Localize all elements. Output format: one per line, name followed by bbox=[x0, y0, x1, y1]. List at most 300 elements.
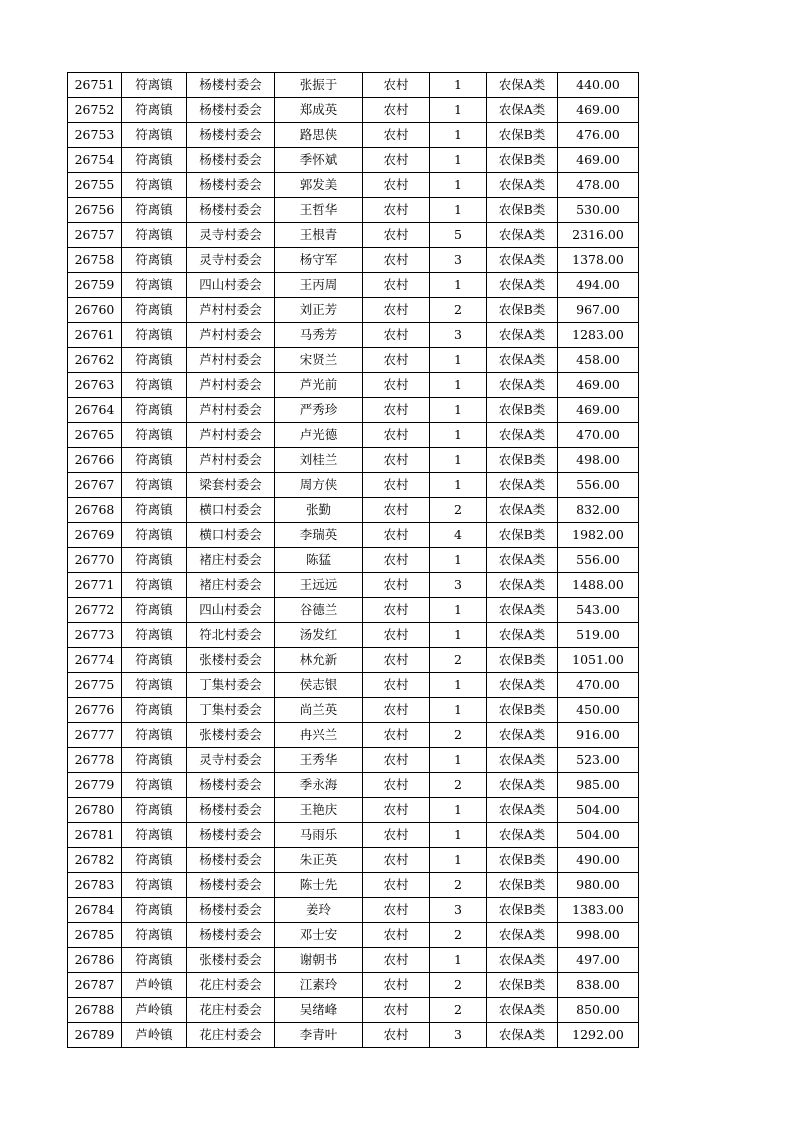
village-committee-cell: 杨楼村委会 bbox=[187, 773, 275, 798]
insurance-category-cell: 农保B类 bbox=[487, 123, 558, 148]
person-name-cell: 马雨乐 bbox=[275, 823, 363, 848]
town-cell: 符离镇 bbox=[122, 323, 187, 348]
amount-cell: 2316.00 bbox=[558, 223, 639, 248]
amount-cell: 497.00 bbox=[558, 948, 639, 973]
table-row bbox=[68, 523, 639, 548]
amount-cell: 543.00 bbox=[558, 598, 639, 623]
person-name-cell: 张振于 bbox=[275, 73, 363, 98]
table-row bbox=[68, 1023, 639, 1048]
person-name-cell: 卢光德 bbox=[275, 423, 363, 448]
town-cell: 芦岭镇 bbox=[122, 998, 187, 1023]
insurance-category-cell: 农保B类 bbox=[487, 148, 558, 173]
town-cell: 符离镇 bbox=[122, 198, 187, 223]
town-cell: 符离镇 bbox=[122, 473, 187, 498]
table-row bbox=[68, 423, 639, 448]
area-type-cell: 农村 bbox=[363, 973, 430, 998]
record-number-cell: 26780 bbox=[68, 798, 122, 823]
household-count-cell: 4 bbox=[430, 523, 487, 548]
area-type-cell: 农村 bbox=[363, 1023, 430, 1048]
person-name-cell: 冉兴兰 bbox=[275, 723, 363, 748]
area-type-cell: 农村 bbox=[363, 573, 430, 598]
amount-cell: 980.00 bbox=[558, 873, 639, 898]
household-count-cell: 1 bbox=[430, 848, 487, 873]
record-number-cell: 26755 bbox=[68, 173, 122, 198]
table-row bbox=[68, 373, 639, 398]
insurance-category-cell: 农保A类 bbox=[487, 348, 558, 373]
record-number-cell: 26783 bbox=[68, 873, 122, 898]
amount-cell: 469.00 bbox=[558, 98, 639, 123]
household-count-cell: 1 bbox=[430, 173, 487, 198]
town-cell: 芦岭镇 bbox=[122, 1023, 187, 1048]
record-number-cell: 26775 bbox=[68, 673, 122, 698]
area-type-cell: 农村 bbox=[363, 748, 430, 773]
person-name-cell: 王根青 bbox=[275, 223, 363, 248]
amount-cell: 469.00 bbox=[558, 398, 639, 423]
table-row bbox=[68, 73, 639, 98]
table-row bbox=[68, 298, 639, 323]
amount-cell: 470.00 bbox=[558, 423, 639, 448]
record-number-cell: 26756 bbox=[68, 198, 122, 223]
area-type-cell: 农村 bbox=[363, 923, 430, 948]
town-cell: 符离镇 bbox=[122, 748, 187, 773]
area-type-cell: 农村 bbox=[363, 448, 430, 473]
record-number-cell: 26778 bbox=[68, 748, 122, 773]
table-row bbox=[68, 948, 639, 973]
area-type-cell: 农村 bbox=[363, 373, 430, 398]
household-count-cell: 1 bbox=[430, 748, 487, 773]
household-count-cell: 2 bbox=[430, 873, 487, 898]
table-row bbox=[68, 323, 639, 348]
village-committee-cell: 张楼村委会 bbox=[187, 723, 275, 748]
village-committee-cell: 芦村村委会 bbox=[187, 373, 275, 398]
table-row bbox=[68, 98, 639, 123]
household-count-cell: 1 bbox=[430, 273, 487, 298]
insurance-category-cell: 农保A类 bbox=[487, 223, 558, 248]
village-committee-cell: 杨楼村委会 bbox=[187, 73, 275, 98]
town-cell: 符离镇 bbox=[122, 523, 187, 548]
record-number-cell: 26753 bbox=[68, 123, 122, 148]
town-cell: 符离镇 bbox=[122, 298, 187, 323]
village-committee-cell: 花庄村委会 bbox=[187, 1023, 275, 1048]
household-count-cell: 2 bbox=[430, 498, 487, 523]
insurance-category-cell: 农保A类 bbox=[487, 73, 558, 98]
person-name-cell: 林允新 bbox=[275, 648, 363, 673]
area-type-cell: 农村 bbox=[363, 848, 430, 873]
table-row bbox=[68, 973, 639, 998]
household-count-cell: 3 bbox=[430, 248, 487, 273]
village-committee-cell: 褚庄村委会 bbox=[187, 573, 275, 598]
village-committee-cell: 丁集村委会 bbox=[187, 698, 275, 723]
person-name-cell: 芦光前 bbox=[275, 373, 363, 398]
town-cell: 符离镇 bbox=[122, 548, 187, 573]
village-committee-cell: 杨楼村委会 bbox=[187, 923, 275, 948]
record-number-cell: 26776 bbox=[68, 698, 122, 723]
amount-cell: 1383.00 bbox=[558, 898, 639, 923]
table-row bbox=[68, 448, 639, 473]
table-row bbox=[68, 648, 639, 673]
town-cell: 符离镇 bbox=[122, 898, 187, 923]
area-type-cell: 农村 bbox=[363, 823, 430, 848]
area-type-cell: 农村 bbox=[363, 548, 430, 573]
town-cell: 符离镇 bbox=[122, 573, 187, 598]
table-row bbox=[68, 248, 639, 273]
insurance-category-cell: 农保A类 bbox=[487, 173, 558, 198]
person-name-cell: 邓士安 bbox=[275, 923, 363, 948]
record-number-cell: 26785 bbox=[68, 923, 122, 948]
table-row bbox=[68, 398, 639, 423]
insurance-category-cell: 农保A类 bbox=[487, 623, 558, 648]
village-committee-cell: 灵寺村委会 bbox=[187, 223, 275, 248]
record-number-cell: 26758 bbox=[68, 248, 122, 273]
amount-cell: 838.00 bbox=[558, 973, 639, 998]
insurance-category-cell: 农保B类 bbox=[487, 973, 558, 998]
town-cell: 符离镇 bbox=[122, 73, 187, 98]
village-committee-cell: 杨楼村委会 bbox=[187, 148, 275, 173]
amount-cell: 1292.00 bbox=[558, 1023, 639, 1048]
record-number-cell: 26765 bbox=[68, 423, 122, 448]
person-name-cell: 王远远 bbox=[275, 573, 363, 598]
amount-cell: 556.00 bbox=[558, 473, 639, 498]
insurance-category-cell: 农保A类 bbox=[487, 673, 558, 698]
area-type-cell: 农村 bbox=[363, 948, 430, 973]
table-row bbox=[68, 573, 639, 598]
household-count-cell: 1 bbox=[430, 698, 487, 723]
town-cell: 符离镇 bbox=[122, 273, 187, 298]
household-count-cell: 1 bbox=[430, 123, 487, 148]
insurance-category-cell: 农保A类 bbox=[487, 98, 558, 123]
record-number-cell: 26781 bbox=[68, 823, 122, 848]
insurance-category-cell: 农保B类 bbox=[487, 698, 558, 723]
insurance-category-cell: 农保A类 bbox=[487, 1023, 558, 1048]
person-name-cell: 路思侠 bbox=[275, 123, 363, 148]
household-count-cell: 1 bbox=[430, 598, 487, 623]
household-count-cell: 2 bbox=[430, 923, 487, 948]
household-count-cell: 1 bbox=[430, 673, 487, 698]
town-cell: 符离镇 bbox=[122, 948, 187, 973]
area-type-cell: 农村 bbox=[363, 698, 430, 723]
town-cell: 符离镇 bbox=[122, 623, 187, 648]
insurance-category-cell: 农保A类 bbox=[487, 923, 558, 948]
insurance-category-cell: 农保A类 bbox=[487, 598, 558, 623]
village-committee-cell: 花庄村委会 bbox=[187, 998, 275, 1023]
table-row bbox=[68, 998, 639, 1023]
town-cell: 符离镇 bbox=[122, 348, 187, 373]
insurance-category-cell: 农保A类 bbox=[487, 798, 558, 823]
household-count-cell: 1 bbox=[430, 73, 487, 98]
person-name-cell: 李青叶 bbox=[275, 1023, 363, 1048]
record-number-cell: 26773 bbox=[68, 623, 122, 648]
household-count-cell: 3 bbox=[430, 573, 487, 598]
area-type-cell: 农村 bbox=[363, 873, 430, 898]
insurance-category-cell: 农保A类 bbox=[487, 548, 558, 573]
area-type-cell: 农村 bbox=[363, 298, 430, 323]
insurance-category-cell: 农保A类 bbox=[487, 573, 558, 598]
record-number-cell: 26788 bbox=[68, 998, 122, 1023]
village-committee-cell: 横口村委会 bbox=[187, 498, 275, 523]
table-row bbox=[68, 898, 639, 923]
amount-cell: 470.00 bbox=[558, 673, 639, 698]
table-row bbox=[68, 348, 639, 373]
household-count-cell: 1 bbox=[430, 798, 487, 823]
table-row bbox=[68, 723, 639, 748]
town-cell: 符离镇 bbox=[122, 173, 187, 198]
village-committee-cell: 灵寺村委会 bbox=[187, 248, 275, 273]
area-type-cell: 农村 bbox=[363, 148, 430, 173]
village-committee-cell: 梁套村委会 bbox=[187, 473, 275, 498]
insurance-category-cell: 农保B类 bbox=[487, 398, 558, 423]
record-number-cell: 26769 bbox=[68, 523, 122, 548]
household-count-cell: 3 bbox=[430, 1023, 487, 1048]
village-committee-cell: 杨楼村委会 bbox=[187, 98, 275, 123]
amount-cell: 1488.00 bbox=[558, 573, 639, 598]
village-committee-cell: 横口村委会 bbox=[187, 523, 275, 548]
record-number-cell: 26761 bbox=[68, 323, 122, 348]
area-type-cell: 农村 bbox=[363, 123, 430, 148]
village-committee-cell: 褚庄村委会 bbox=[187, 548, 275, 573]
village-committee-cell: 芦村村委会 bbox=[187, 323, 275, 348]
household-count-cell: 1 bbox=[430, 98, 487, 123]
person-name-cell: 张勤 bbox=[275, 498, 363, 523]
table-row bbox=[68, 498, 639, 523]
insurance-category-cell: 农保B类 bbox=[487, 848, 558, 873]
area-type-cell: 农村 bbox=[363, 398, 430, 423]
record-number-cell: 26774 bbox=[68, 648, 122, 673]
village-committee-cell: 杨楼村委会 bbox=[187, 823, 275, 848]
town-cell: 符离镇 bbox=[122, 848, 187, 873]
village-committee-cell: 芦村村委会 bbox=[187, 398, 275, 423]
town-cell: 符离镇 bbox=[122, 423, 187, 448]
amount-cell: 832.00 bbox=[558, 498, 639, 523]
village-committee-cell: 芦村村委会 bbox=[187, 448, 275, 473]
amount-cell: 469.00 bbox=[558, 373, 639, 398]
area-type-cell: 农村 bbox=[363, 348, 430, 373]
table-row bbox=[68, 748, 639, 773]
record-number-cell: 26772 bbox=[68, 598, 122, 623]
area-type-cell: 农村 bbox=[363, 798, 430, 823]
village-committee-cell: 符北村委会 bbox=[187, 623, 275, 648]
record-number-cell: 26771 bbox=[68, 573, 122, 598]
town-cell: 符离镇 bbox=[122, 773, 187, 798]
table-row bbox=[68, 673, 639, 698]
amount-cell: 985.00 bbox=[558, 773, 639, 798]
area-type-cell: 农村 bbox=[363, 623, 430, 648]
person-name-cell: 马秀芳 bbox=[275, 323, 363, 348]
town-cell: 符离镇 bbox=[122, 248, 187, 273]
area-type-cell: 农村 bbox=[363, 423, 430, 448]
amount-cell: 916.00 bbox=[558, 723, 639, 748]
table-row bbox=[68, 823, 639, 848]
person-name-cell: 朱正英 bbox=[275, 848, 363, 873]
amount-cell: 504.00 bbox=[558, 823, 639, 848]
table-row bbox=[68, 873, 639, 898]
record-number-cell: 26786 bbox=[68, 948, 122, 973]
household-count-cell: 1 bbox=[430, 373, 487, 398]
amount-cell: 440.00 bbox=[558, 73, 639, 98]
insurance-category-cell: 农保B类 bbox=[487, 648, 558, 673]
town-cell: 符离镇 bbox=[122, 798, 187, 823]
person-name-cell: 谷德兰 bbox=[275, 598, 363, 623]
town-cell: 符离镇 bbox=[122, 873, 187, 898]
amount-cell: 450.00 bbox=[558, 698, 639, 723]
village-committee-cell: 四山村委会 bbox=[187, 598, 275, 623]
village-committee-cell: 张楼村委会 bbox=[187, 948, 275, 973]
amount-cell: 504.00 bbox=[558, 798, 639, 823]
table-row bbox=[68, 848, 639, 873]
village-committee-cell: 杨楼村委会 bbox=[187, 848, 275, 873]
area-type-cell: 农村 bbox=[363, 223, 430, 248]
town-cell: 符离镇 bbox=[122, 223, 187, 248]
table-row bbox=[68, 473, 639, 498]
amount-cell: 850.00 bbox=[558, 998, 639, 1023]
person-name-cell: 王丙周 bbox=[275, 273, 363, 298]
record-number-cell: 26770 bbox=[68, 548, 122, 573]
insurance-category-cell: 农保A类 bbox=[487, 473, 558, 498]
household-count-cell: 1 bbox=[430, 198, 487, 223]
amount-cell: 458.00 bbox=[558, 348, 639, 373]
amount-cell: 519.00 bbox=[558, 623, 639, 648]
area-type-cell: 农村 bbox=[363, 273, 430, 298]
area-type-cell: 农村 bbox=[363, 523, 430, 548]
area-type-cell: 农村 bbox=[363, 898, 430, 923]
insurance-category-cell: 农保B类 bbox=[487, 523, 558, 548]
person-name-cell: 宋贤兰 bbox=[275, 348, 363, 373]
insurance-category-cell: 农保A类 bbox=[487, 323, 558, 348]
insurance-category-cell: 农保B类 bbox=[487, 198, 558, 223]
insurance-category-cell: 农保B类 bbox=[487, 448, 558, 473]
table-row bbox=[68, 623, 639, 648]
person-name-cell: 谢朝书 bbox=[275, 948, 363, 973]
table-row bbox=[68, 548, 639, 573]
person-name-cell: 周方侠 bbox=[275, 473, 363, 498]
household-count-cell: 2 bbox=[430, 773, 487, 798]
household-count-cell: 1 bbox=[430, 823, 487, 848]
town-cell: 符离镇 bbox=[122, 648, 187, 673]
amount-cell: 530.00 bbox=[558, 198, 639, 223]
insurance-category-cell: 农保A类 bbox=[487, 248, 558, 273]
area-type-cell: 农村 bbox=[363, 998, 430, 1023]
town-cell: 符离镇 bbox=[122, 698, 187, 723]
person-name-cell: 汤发红 bbox=[275, 623, 363, 648]
record-number-cell: 26789 bbox=[68, 1023, 122, 1048]
household-count-cell: 5 bbox=[430, 223, 487, 248]
household-count-cell: 1 bbox=[430, 548, 487, 573]
insurance-category-cell: 农保A类 bbox=[487, 373, 558, 398]
person-name-cell: 郭发美 bbox=[275, 173, 363, 198]
village-committee-cell: 丁集村委会 bbox=[187, 673, 275, 698]
insurance-category-cell: 农保A类 bbox=[487, 998, 558, 1023]
amount-cell: 1283.00 bbox=[558, 323, 639, 348]
village-committee-cell: 芦村村委会 bbox=[187, 298, 275, 323]
person-name-cell: 王艳庆 bbox=[275, 798, 363, 823]
area-type-cell: 农村 bbox=[363, 773, 430, 798]
town-cell: 符离镇 bbox=[122, 448, 187, 473]
table-row bbox=[68, 598, 639, 623]
person-name-cell: 李瑞英 bbox=[275, 523, 363, 548]
record-number-cell: 26752 bbox=[68, 98, 122, 123]
town-cell: 符离镇 bbox=[122, 123, 187, 148]
village-committee-cell: 花庄村委会 bbox=[187, 973, 275, 998]
area-type-cell: 农村 bbox=[363, 673, 430, 698]
person-name-cell: 姜玲 bbox=[275, 898, 363, 923]
insurance-category-cell: 农保A类 bbox=[487, 748, 558, 773]
person-name-cell: 杨守军 bbox=[275, 248, 363, 273]
record-number-cell: 26768 bbox=[68, 498, 122, 523]
town-cell: 符离镇 bbox=[122, 98, 187, 123]
village-committee-cell: 芦村村委会 bbox=[187, 423, 275, 448]
area-type-cell: 农村 bbox=[363, 723, 430, 748]
amount-cell: 494.00 bbox=[558, 273, 639, 298]
insurance-category-cell: 农保B类 bbox=[487, 898, 558, 923]
village-committee-cell: 杨楼村委会 bbox=[187, 898, 275, 923]
person-name-cell: 江素玲 bbox=[275, 973, 363, 998]
town-cell: 符离镇 bbox=[122, 398, 187, 423]
village-committee-cell: 杨楼村委会 bbox=[187, 798, 275, 823]
household-count-cell: 3 bbox=[430, 323, 487, 348]
village-committee-cell: 杨楼村委会 bbox=[187, 123, 275, 148]
household-count-cell: 1 bbox=[430, 398, 487, 423]
table-row bbox=[68, 798, 639, 823]
area-type-cell: 农村 bbox=[363, 98, 430, 123]
household-count-cell: 1 bbox=[430, 473, 487, 498]
town-cell: 符离镇 bbox=[122, 598, 187, 623]
amount-cell: 556.00 bbox=[558, 548, 639, 573]
amount-cell: 967.00 bbox=[558, 298, 639, 323]
amount-cell: 476.00 bbox=[558, 123, 639, 148]
person-name-cell: 王哲华 bbox=[275, 198, 363, 223]
insurance-category-cell: 农保A类 bbox=[487, 273, 558, 298]
roster-body bbox=[68, 73, 639, 1048]
person-name-cell: 刘正芳 bbox=[275, 298, 363, 323]
table-row bbox=[68, 698, 639, 723]
record-number-cell: 26757 bbox=[68, 223, 122, 248]
person-name-cell: 季怀斌 bbox=[275, 148, 363, 173]
amount-cell: 523.00 bbox=[558, 748, 639, 773]
person-name-cell: 陈猛 bbox=[275, 548, 363, 573]
town-cell: 符离镇 bbox=[122, 673, 187, 698]
amount-cell: 1378.00 bbox=[558, 248, 639, 273]
person-name-cell: 郑成英 bbox=[275, 98, 363, 123]
area-type-cell: 农村 bbox=[363, 73, 430, 98]
person-name-cell: 尚兰英 bbox=[275, 698, 363, 723]
table-row bbox=[68, 773, 639, 798]
town-cell: 符离镇 bbox=[122, 823, 187, 848]
record-number-cell: 26764 bbox=[68, 398, 122, 423]
area-type-cell: 农村 bbox=[363, 473, 430, 498]
table-row bbox=[68, 173, 639, 198]
table-row bbox=[68, 273, 639, 298]
area-type-cell: 农村 bbox=[363, 598, 430, 623]
insurance-category-cell: 农保A类 bbox=[487, 773, 558, 798]
record-number-cell: 26763 bbox=[68, 373, 122, 398]
table-row bbox=[68, 923, 639, 948]
village-committee-cell: 杨楼村委会 bbox=[187, 873, 275, 898]
person-name-cell: 陈士先 bbox=[275, 873, 363, 898]
record-number-cell: 26767 bbox=[68, 473, 122, 498]
amount-cell: 469.00 bbox=[558, 148, 639, 173]
record-number-cell: 26762 bbox=[68, 348, 122, 373]
area-type-cell: 农村 bbox=[363, 323, 430, 348]
record-number-cell: 26782 bbox=[68, 848, 122, 873]
household-count-cell: 1 bbox=[430, 623, 487, 648]
record-number-cell: 26787 bbox=[68, 973, 122, 998]
person-name-cell: 侯志银 bbox=[275, 673, 363, 698]
area-type-cell: 农村 bbox=[363, 248, 430, 273]
town-cell: 符离镇 bbox=[122, 373, 187, 398]
record-number-cell: 26766 bbox=[68, 448, 122, 473]
amount-cell: 478.00 bbox=[558, 173, 639, 198]
record-number-cell: 26784 bbox=[68, 898, 122, 923]
household-count-cell: 2 bbox=[430, 973, 487, 998]
